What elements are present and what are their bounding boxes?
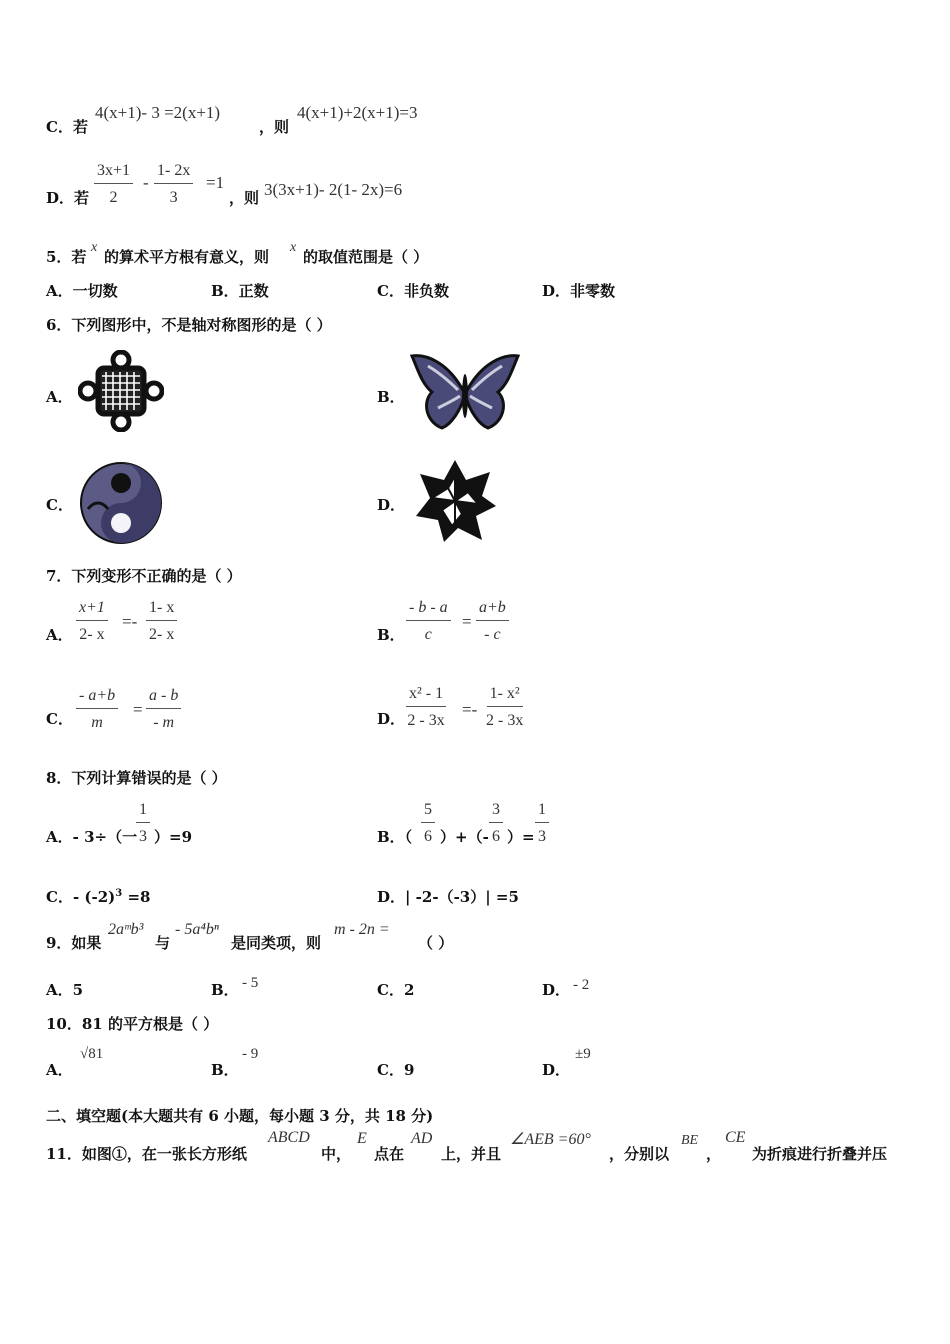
q4-d-expr2: 3(3x+1)- 2(1- 2x)=6	[264, 180, 403, 199]
q7-c-r-den: - m	[153, 714, 175, 731]
q7-b-l-den: c	[424, 626, 432, 643]
q7-label-c[interactable]: C．	[46, 710, 73, 728]
q9-stem-d: （ ）	[418, 934, 454, 952]
q9-stem-c: 是同类项，则	[231, 934, 322, 952]
q8-b-f1-num: 5	[421, 802, 435, 823]
q7-b-left-fraction	[406, 600, 451, 643]
q6-label-d[interactable]: D．	[377, 496, 406, 514]
q4-d-f1-den: 2	[109, 189, 118, 206]
q7-a-right-fraction	[146, 600, 177, 643]
q10-option-b[interactable]: B．	[211, 1061, 239, 1079]
q8-a-post: ）=9	[154, 828, 193, 846]
q7-c-l-num: - a+b	[76, 688, 118, 709]
q5-option-a[interactable]: A．一切数	[46, 282, 118, 300]
q11-text-3: 点在	[374, 1145, 405, 1163]
q8-a-den: 3	[139, 828, 147, 845]
q4-d-fraction2	[154, 163, 193, 206]
q7-label-a[interactable]: A．	[46, 626, 73, 644]
q7-c-right-fraction	[146, 688, 181, 731]
taiji-icon	[80, 461, 162, 545]
q8-b-f3-den: 3	[538, 828, 546, 845]
q11-text-6: ，	[706, 1145, 722, 1163]
q11-math-abcd: ABCD	[268, 1129, 310, 1146]
q8-b-fraction2	[489, 802, 503, 845]
q5-var-x2: x	[290, 240, 297, 255]
q10-option-d-value: ±9	[575, 1046, 591, 1062]
q4-c-then: ，则	[259, 118, 290, 136]
q7-d-l-num: x² - 1	[406, 686, 446, 707]
q5-option-d[interactable]: D．非零数	[542, 282, 616, 300]
butterfly-icon	[408, 352, 522, 432]
q11-math-be: BE	[681, 1133, 699, 1148]
q6-label-b[interactable]: B．	[377, 388, 405, 406]
q11-math-ce: CE	[725, 1129, 746, 1146]
q8-b-f2-den: 6	[492, 828, 500, 845]
q7-d-r-num: 1- x²	[487, 686, 523, 707]
q7-d-eq: =-	[462, 700, 478, 719]
q4-d-eq: =1	[206, 173, 225, 192]
section2-title: 二、填空题(本大题共有 6 小题，每小题 3 分，共 18 分)	[46, 1107, 434, 1125]
q7-b-r-num: a+b	[476, 600, 509, 621]
q9-option-c[interactable]: C．2	[377, 981, 415, 999]
q7-b-right-fraction	[476, 600, 509, 643]
q9-stem-a: 9．如果	[46, 934, 102, 952]
q10-option-b-value: - 9	[242, 1046, 259, 1062]
q7-label-b[interactable]: B．	[377, 626, 405, 644]
q5-stem-a: 5．若	[46, 248, 87, 266]
q11-math-e: E	[357, 1130, 367, 1147]
q6-label-c[interactable]: C．	[46, 496, 73, 514]
q8-a-pre[interactable]: A．- 3÷（一	[46, 828, 138, 846]
q5-option-c[interactable]: C．非负数	[377, 282, 449, 300]
q4-d-f2-den: 3	[169, 189, 178, 206]
q8-b-mid: ）+（-	[440, 828, 489, 846]
q7-d-right-fraction	[486, 686, 523, 729]
q8-b-fraction3	[535, 802, 549, 845]
q10-option-d[interactable]: D．	[542, 1061, 571, 1079]
q7-a-r-num: 1- x	[146, 600, 177, 621]
q10-option-a[interactable]: A．	[46, 1061, 73, 1079]
q8-stem: 8．下列计算错误的是（ ）	[46, 769, 227, 787]
q8-b-f1-den: 6	[424, 828, 432, 845]
q7-c-l-den: m	[91, 714, 103, 731]
q11-text-7: 为折痕进行折叠并压	[752, 1145, 888, 1163]
q6-label-a[interactable]: A．	[46, 388, 73, 406]
q4-d-minus: -	[143, 173, 149, 192]
q8-a-num: 1	[136, 802, 150, 823]
q10-stem: 10．81 的平方根是（ ）	[46, 1015, 219, 1033]
q8-c-exp: 3	[115, 888, 123, 899]
q9-expr: m - 2n =	[334, 921, 390, 938]
q9-term2: - 5a⁴bⁿ	[175, 921, 219, 938]
q7-label-d[interactable]: D．	[377, 710, 406, 728]
q7-c-r-num: a - b	[146, 688, 181, 709]
q10-option-c[interactable]: C．9	[377, 1061, 415, 1079]
q9-stem-b: 与	[155, 934, 171, 952]
q4-d-then: ，则	[229, 189, 260, 207]
q7-a-r-den: 2- x	[149, 626, 175, 643]
q8-b-f3-num: 1	[535, 802, 549, 823]
q7-stem: 7．下列变形不正确的是（ ）	[46, 567, 242, 585]
q7-a-l-den: 2- x	[79, 626, 105, 643]
star-polygon-icon	[412, 458, 498, 544]
q11-math-angle: ∠AEB =60°	[510, 1131, 591, 1148]
q8-c-text: C．- (-2)	[46, 888, 116, 906]
q8-a-fraction	[136, 802, 150, 845]
q4-c-label: C．若	[46, 118, 88, 136]
q11-text-1: 11．如图①，在一张长方形纸	[46, 1145, 247, 1163]
q4-d-fraction1	[94, 163, 133, 206]
q8-d-option[interactable]: D．| -2-（-3）| =5	[377, 888, 519, 906]
q8-b-label[interactable]: B．（	[377, 828, 413, 846]
q4-c-expr1: 4(x+1)- 3 =2(x+1)	[95, 103, 221, 122]
q7-a-left-fraction	[76, 600, 108, 643]
q7-a-l-num: x+1	[76, 600, 108, 621]
q7-b-r-den: - c	[484, 626, 501, 643]
q5-stem-c: 的取值范围是（ ）	[303, 248, 429, 266]
q9-option-d-value: - 2	[573, 977, 590, 993]
q9-term1: 2aᵐb³	[108, 921, 144, 938]
q7-d-left-fraction	[406, 686, 446, 729]
q9-option-b-value: - 5	[242, 975, 259, 991]
q9-option-b[interactable]: B．	[211, 981, 239, 999]
q9-option-a[interactable]: A．5	[46, 981, 84, 999]
q4-d-f2-num: 1- 2x	[154, 163, 193, 184]
q5-stem-b: 的算术平方根有意义，则	[104, 248, 270, 266]
q7-b-l-num: - b - a	[406, 600, 451, 621]
q4-d-label: D．若	[46, 189, 90, 207]
q5-var-x: x	[91, 240, 98, 255]
q5-option-b[interactable]: B．正数	[211, 282, 269, 300]
q4-c-expr2: 4(x+1)+2(x+1)=3	[297, 103, 418, 122]
q7-d-l-den: 2 - 3x	[407, 712, 445, 729]
q6-stem: 6．下列图形中，不是轴对称图形的是（ ）	[46, 316, 332, 334]
q11-text-5: ，分别以	[609, 1145, 670, 1163]
q10-option-a-value: √81	[80, 1046, 104, 1062]
chinese-knot-icon	[78, 350, 164, 432]
q9-option-d[interactable]: D．	[542, 981, 571, 999]
q8-c-tail: =8	[122, 888, 151, 906]
q11-text-2: 中，	[321, 1145, 352, 1163]
q11-text-4: 上，并且	[441, 1145, 502, 1163]
q8-b-eq: ）=	[507, 828, 535, 846]
q8-c-option[interactable]	[46, 886, 150, 907]
q11-math-ad: AD	[411, 1130, 433, 1147]
q7-c-left-fraction	[76, 688, 118, 731]
q7-d-r-den: 2 - 3x	[486, 712, 524, 729]
q7-b-eq: =	[462, 612, 472, 631]
q8-b-f2-num: 3	[489, 802, 503, 823]
q4-d-f1-num: 3x+1	[94, 163, 133, 184]
q7-a-eq: =-	[122, 612, 138, 631]
q8-b-fraction1	[421, 802, 435, 845]
q7-c-eq: =	[133, 700, 143, 719]
